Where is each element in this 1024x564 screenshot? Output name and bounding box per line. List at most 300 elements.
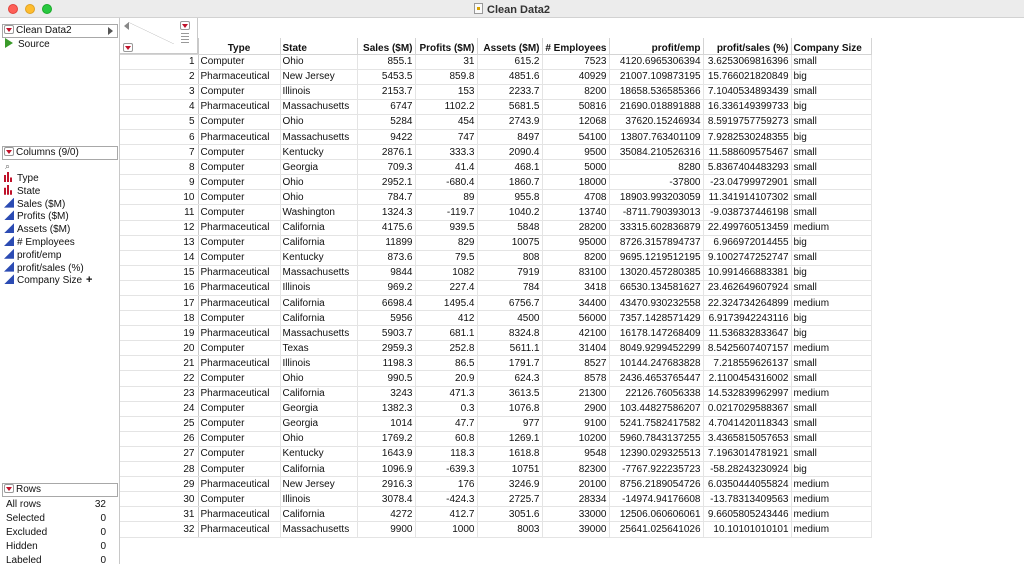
table-cell[interactable]: -37800 (609, 175, 703, 190)
table-cell[interactable]: Georgia (280, 160, 357, 175)
table-cell[interactable]: 10200 (542, 431, 609, 446)
table-cell[interactable]: medium (791, 296, 871, 311)
table-cell[interactable]: small (791, 175, 871, 190)
table-cell[interactable]: 103.44827586207 (609, 401, 703, 416)
table-cell[interactable]: 2436.4653765447 (609, 371, 703, 386)
table-cell[interactable]: 15.766021820849 (703, 69, 791, 84)
table-cell[interactable]: small (791, 356, 871, 371)
table-cell[interactable]: 1324.3 (357, 205, 415, 220)
table-cell[interactable]: 13740 (542, 205, 609, 220)
table-cell[interactable]: medium (791, 507, 871, 522)
table-cell[interactable]: Computer (198, 371, 280, 386)
table-cell[interactable]: California (280, 220, 357, 235)
table-cell[interactable]: 9.1002747252747 (703, 250, 791, 265)
table-cell[interactable]: medium (791, 341, 871, 356)
table-cell[interactable]: 31404 (542, 341, 609, 356)
table-panel-header[interactable] (2, 24, 118, 38)
table-cell[interactable]: small (791, 401, 871, 416)
table-cell[interactable]: 8003 (477, 522, 542, 537)
table-cell[interactable]: Pharmaceutical (198, 386, 280, 401)
table-cell[interactable]: 34400 (542, 296, 609, 311)
table-cell[interactable]: California (280, 507, 357, 522)
table-cell[interactable]: 22.499760513459 (703, 220, 791, 235)
table-cell[interactable]: 21300 (542, 386, 609, 401)
table-cell[interactable]: Illinois (280, 84, 357, 99)
table-cell[interactable]: 40929 (542, 69, 609, 84)
table-cell[interactable]: Texas (280, 341, 357, 356)
table-cell[interactable]: 28334 (542, 492, 609, 507)
table-cell[interactable]: 176 (415, 477, 477, 492)
table-cell[interactable]: big (791, 235, 871, 250)
table-cell[interactable]: 9900 (357, 522, 415, 537)
table-cell[interactable]: 955.8 (477, 190, 542, 205)
table-cell[interactable]: Computer (198, 175, 280, 190)
column-list-item[interactable] (4, 274, 118, 287)
table-cell[interactable]: Massachusetts (280, 326, 357, 341)
table-row[interactable] (120, 522, 871, 537)
table-cell[interactable]: 2233.7 (477, 84, 542, 99)
table-cell[interactable]: 9548 (542, 446, 609, 461)
table-cell[interactable]: 118.3 (415, 446, 477, 461)
table-cell[interactable]: 5000 (542, 160, 609, 175)
table-cell[interactable]: Computer (198, 492, 280, 507)
table-cell[interactable]: -680.4 (415, 175, 477, 190)
table-cell[interactable]: 9422 (357, 129, 415, 144)
table-cell[interactable]: 1643.9 (357, 446, 415, 461)
table-cell[interactable]: 54100 (542, 129, 609, 144)
table-cell[interactable]: 56000 (542, 311, 609, 326)
column-header[interactable]: profit/sales (%) (703, 38, 791, 54)
table-cell[interactable]: 681.1 (415, 326, 477, 341)
table-cell[interactable]: small (791, 280, 871, 295)
table-cell[interactable]: California (280, 296, 357, 311)
table-cell[interactable]: 2725.7 (477, 492, 542, 507)
table-cell[interactable]: Pharmaceutical (198, 522, 280, 537)
table-row[interactable] (120, 250, 871, 265)
table-cell[interactable]: 0.3 (415, 401, 477, 416)
table-cell[interactable]: Georgia (280, 401, 357, 416)
table-cell[interactable]: 412 (415, 311, 477, 326)
table-cell[interactable]: 5611.1 (477, 341, 542, 356)
table-cell[interactable]: Computer (198, 145, 280, 160)
table-cell[interactable]: small (791, 190, 871, 205)
column-list-item[interactable] (4, 172, 118, 185)
table-cell[interactable]: Pharmaceutical (198, 507, 280, 522)
table-cell[interactable]: 2952.1 (357, 175, 415, 190)
table-cell[interactable]: 2153.7 (357, 84, 415, 99)
table-cell[interactable]: 454 (415, 114, 477, 129)
columns-search[interactable] (2, 160, 118, 172)
table-cell[interactable]: Massachusetts (280, 522, 357, 537)
table-cell[interactable]: small (791, 114, 871, 129)
table-cell[interactable]: Pharmaceutical (198, 220, 280, 235)
table-cell[interactable]: 2916.3 (357, 477, 415, 492)
table-cell[interactable]: medium (791, 220, 871, 235)
table-cell[interactable]: 3078.4 (357, 492, 415, 507)
table-cell[interactable]: 12390.029325513 (609, 446, 703, 461)
table-cell[interactable]: 3246.9 (477, 477, 542, 492)
table-cell[interactable]: medium (791, 477, 871, 492)
table-cell[interactable]: 1076.8 (477, 401, 542, 416)
table-cell[interactable]: 8726.3157894737 (609, 235, 703, 250)
table-cell[interactable]: Georgia (280, 416, 357, 431)
table-cell[interactable]: medium (791, 492, 871, 507)
table-cell[interactable]: 8049.9299452299 (609, 341, 703, 356)
column-header[interactable]: profit/emp (609, 38, 703, 54)
table-cell[interactable]: small (791, 205, 871, 220)
table-cell[interactable]: 8200 (542, 250, 609, 265)
table-cell[interactable]: 28200 (542, 220, 609, 235)
table-cell[interactable]: 9500 (542, 145, 609, 160)
table-row[interactable] (120, 416, 871, 431)
table-cell[interactable]: 1618.8 (477, 446, 542, 461)
table-cell[interactable]: big (791, 69, 871, 84)
table-row[interactable] (120, 84, 871, 99)
table-cell[interactable]: Illinois (280, 356, 357, 371)
table-cell[interactable]: 8200 (542, 84, 609, 99)
table-cell[interactable]: 6.0350444055824 (703, 477, 791, 492)
table-cell[interactable]: 1382.3 (357, 401, 415, 416)
table-cell[interactable]: 1791.7 (477, 356, 542, 371)
table-cell[interactable]: 2743.9 (477, 114, 542, 129)
table-cell[interactable]: -13.78313409563 (703, 492, 791, 507)
table-cell[interactable]: Pharmaceutical (198, 280, 280, 295)
table-row[interactable] (120, 326, 871, 341)
column-header[interactable]: Type (198, 38, 280, 54)
table-cell[interactable]: 20.9 (415, 371, 477, 386)
table-cell[interactable]: 42100 (542, 326, 609, 341)
table-cell[interactable]: Massachusetts (280, 129, 357, 144)
table-cell[interactable]: Ohio (280, 371, 357, 386)
table-cell[interactable]: small (791, 416, 871, 431)
table-cell[interactable]: Computer (198, 431, 280, 446)
table-cell[interactable]: 18658.536585366 (609, 84, 703, 99)
column-list-item[interactable] (4, 223, 118, 236)
table-cell[interactable]: 43470.930232558 (609, 296, 703, 311)
column-header[interactable]: # Employees (542, 38, 609, 54)
table-row[interactable] (120, 190, 871, 205)
table-row[interactable] (120, 311, 871, 326)
table-cell[interactable]: 47.7 (415, 416, 477, 431)
table-cell[interactable]: Massachusetts (280, 265, 357, 280)
table-cell[interactable]: 21690.018891888 (609, 99, 703, 114)
table-cell[interactable]: 7523 (542, 54, 609, 69)
table-cell[interactable]: 83100 (542, 265, 609, 280)
table-cell[interactable]: 95000 (542, 235, 609, 250)
table-cell[interactable]: 6.9173942243116 (703, 311, 791, 326)
table-cell[interactable]: 11.341914107302 (703, 190, 791, 205)
table-cell[interactable]: 60.8 (415, 431, 477, 446)
table-cell[interactable]: Pharmaceutical (198, 69, 280, 84)
table-cell[interactable]: Computer (198, 462, 280, 477)
table-cell[interactable]: 8324.8 (477, 326, 542, 341)
table-cell[interactable]: 153 (415, 84, 477, 99)
table-cell[interactable]: 1096.9 (357, 462, 415, 477)
table-cell[interactable]: 859.8 (415, 69, 477, 84)
table-cell[interactable]: 333.3 (415, 145, 477, 160)
table-cell[interactable]: 5241.7582417582 (609, 416, 703, 431)
column-list-item[interactable] (4, 262, 118, 275)
table-cell[interactable]: 747 (415, 129, 477, 144)
table-row[interactable] (120, 401, 871, 416)
table-cell[interactable]: 41.4 (415, 160, 477, 175)
column-select-menu-icon[interactable] (180, 21, 190, 30)
table-cell[interactable]: medium (791, 386, 871, 401)
table-cell[interactable]: 66530.134581627 (609, 280, 703, 295)
table-cell[interactable]: California (280, 462, 357, 477)
table-cell[interactable]: small (791, 160, 871, 175)
table-cell[interactable]: Computer (198, 205, 280, 220)
table-cell[interactable]: 1198.3 (357, 356, 415, 371)
table-cell[interactable]: 5848 (477, 220, 542, 235)
table-cell[interactable]: 3051.6 (477, 507, 542, 522)
table-cell[interactable]: 7.1040534893439 (703, 84, 791, 99)
table-cell[interactable]: 7.218559626137 (703, 356, 791, 371)
table-row[interactable] (120, 446, 871, 461)
table-cell[interactable]: 855.1 (357, 54, 415, 69)
table-cell[interactable]: Washington (280, 205, 357, 220)
table-cell[interactable]: 6756.7 (477, 296, 542, 311)
table-cell[interactable]: Computer (198, 311, 280, 326)
table-cell[interactable]: Computer (198, 446, 280, 461)
table-cell[interactable]: Computer (198, 416, 280, 431)
table-cell[interactable]: -14974.94176608 (609, 492, 703, 507)
table-cell[interactable]: 5453.5 (357, 69, 415, 84)
table-cell[interactable]: -424.3 (415, 492, 477, 507)
table-cell[interactable]: big (791, 326, 871, 341)
table-cell[interactable]: 11899 (357, 235, 415, 250)
table-cell[interactable]: 8.5425607407157 (703, 341, 791, 356)
table-cell[interactable]: small (791, 250, 871, 265)
table-row[interactable] (120, 371, 871, 386)
table-cell[interactable]: 3.4365815057653 (703, 431, 791, 446)
table-row[interactable] (120, 205, 871, 220)
table-cell[interactable]: Ohio (280, 431, 357, 446)
table-cell[interactable]: 79.5 (415, 250, 477, 265)
table-row[interactable] (120, 175, 871, 190)
table-cell[interactable]: 1769.2 (357, 431, 415, 446)
table-row[interactable] (120, 296, 871, 311)
table-cell[interactable]: 10144.247683828 (609, 356, 703, 371)
table-cell[interactable]: 20100 (542, 477, 609, 492)
table-cell[interactable]: 2876.1 (357, 145, 415, 160)
table-cell[interactable]: 709.3 (357, 160, 415, 175)
table-cell[interactable]: Computer (198, 114, 280, 129)
table-cell[interactable]: 969.2 (357, 280, 415, 295)
table-cell[interactable]: 990.5 (357, 371, 415, 386)
table-cell[interactable]: 8497 (477, 129, 542, 144)
table-cell[interactable]: -639.3 (415, 462, 477, 477)
table-cell[interactable]: 2959.3 (357, 341, 415, 356)
table-cell[interactable]: big (791, 265, 871, 280)
table-cell[interactable]: -8711.790393013 (609, 205, 703, 220)
table-cell[interactable]: 10075 (477, 235, 542, 250)
table-cell[interactable]: 4120.6965306394 (609, 54, 703, 69)
table-cell[interactable]: 23.462649607924 (703, 280, 791, 295)
column-list-item[interactable] (4, 210, 118, 223)
table-cell[interactable]: Ohio (280, 54, 357, 69)
table-row[interactable] (120, 477, 871, 492)
table-cell[interactable]: Computer (198, 235, 280, 250)
table-cell[interactable]: 7919 (477, 265, 542, 280)
table-cell[interactable]: 2090.4 (477, 145, 542, 160)
table-cell[interactable]: Computer (198, 54, 280, 69)
table-cell[interactable]: Pharmaceutical (198, 326, 280, 341)
table-cell[interactable]: Pharmaceutical (198, 296, 280, 311)
table-cell[interactable]: -7767.922235723 (609, 462, 703, 477)
table-row[interactable] (120, 265, 871, 280)
table-cell[interactable]: 7.9282530248355 (703, 129, 791, 144)
table-row[interactable] (120, 341, 871, 356)
table-cell[interactable]: 1000 (415, 522, 477, 537)
table-cell[interactable]: 12068 (542, 114, 609, 129)
source-script[interactable] (2, 38, 118, 51)
table-row[interactable] (120, 145, 871, 160)
table-cell[interactable]: 8.5919757759273 (703, 114, 791, 129)
table-cell[interactable]: 33000 (542, 507, 609, 522)
table-cell[interactable]: 25641.025641026 (609, 522, 703, 537)
table-cell[interactable]: 50816 (542, 99, 609, 114)
table-cell[interactable]: 6.966972014455 (703, 235, 791, 250)
table-cell[interactable]: 2900 (542, 401, 609, 416)
table-cell[interactable]: 31 (415, 54, 477, 69)
table-cell[interactable]: Computer (198, 84, 280, 99)
table-row[interactable] (120, 114, 871, 129)
table-cell[interactable]: 12506.060606061 (609, 507, 703, 522)
table-row[interactable] (120, 69, 871, 84)
table-cell[interactable]: 22126.76056338 (609, 386, 703, 401)
table-cell[interactable]: 4851.6 (477, 69, 542, 84)
table-cell[interactable]: New Jersey (280, 69, 357, 84)
table-cell[interactable]: 4.7041420118343 (703, 416, 791, 431)
table-cell[interactable]: Pharmaceutical (198, 477, 280, 492)
table-row[interactable] (120, 431, 871, 446)
table-cell[interactable]: Massachusetts (280, 99, 357, 114)
table-cell[interactable]: Computer (198, 160, 280, 175)
table-cell[interactable]: 9100 (542, 416, 609, 431)
table-cell[interactable]: California (280, 386, 357, 401)
table-cell[interactable]: 16.336149399733 (703, 99, 791, 114)
table-cell[interactable]: Pharmaceutical (198, 129, 280, 144)
table-cell[interactable]: Kentucky (280, 446, 357, 461)
table-cell[interactable]: 5681.5 (477, 99, 542, 114)
table-cell[interactable]: 9695.1219512195 (609, 250, 703, 265)
table-cell[interactable]: 86.5 (415, 356, 477, 371)
table-row[interactable] (120, 160, 871, 175)
table-cell[interactable]: Computer (198, 341, 280, 356)
table-row[interactable] (120, 220, 871, 235)
table-cell[interactable]: New Jersey (280, 477, 357, 492)
table-cell[interactable]: 1102.2 (415, 99, 477, 114)
table-cell[interactable]: California (280, 235, 357, 250)
column-list-item[interactable] (4, 185, 118, 198)
table-cell[interactable]: big (791, 129, 871, 144)
table-cell[interactable]: Computer (198, 401, 280, 416)
table-cell[interactable]: 8578 (542, 371, 609, 386)
table-cell[interactable]: 3243 (357, 386, 415, 401)
column-list-item[interactable] (4, 236, 118, 249)
run-script-icon[interactable] (5, 38, 13, 48)
table-cell[interactable]: 829 (415, 235, 477, 250)
table-cell[interactable]: 5.8367404483293 (703, 160, 791, 175)
table-cell[interactable]: 13020.457280385 (609, 265, 703, 280)
table-cell[interactable]: small (791, 446, 871, 461)
column-header[interactable]: Company Size (791, 38, 871, 54)
table-cell[interactable]: small (791, 145, 871, 160)
table-cell[interactable]: 1269.1 (477, 431, 542, 446)
column-header[interactable]: Profits ($M) (415, 38, 477, 54)
table-cell[interactable]: 10.991466883381 (703, 265, 791, 280)
table-cell[interactable]: Pharmaceutical (198, 99, 280, 114)
table-cell[interactable]: 11.588609575467 (703, 145, 791, 160)
table-cell[interactable]: 3.6253069816396 (703, 54, 791, 69)
table-cell[interactable]: -119.7 (415, 205, 477, 220)
table-cell[interactable]: -23.04799972901 (703, 175, 791, 190)
table-cell[interactable]: 6747 (357, 99, 415, 114)
table-cell[interactable]: Ohio (280, 114, 357, 129)
table-cell[interactable]: 2.1100454316002 (703, 371, 791, 386)
table-cell[interactable]: Ohio (280, 190, 357, 205)
panel-expand-arrow-icon[interactable] (108, 27, 113, 35)
table-cell[interactable]: Kentucky (280, 250, 357, 265)
table-cell[interactable]: 5284 (357, 114, 415, 129)
table-row[interactable] (120, 386, 871, 401)
table-cell[interactable]: medium (791, 522, 871, 537)
rows-menu-icon[interactable] (4, 484, 14, 493)
table-cell[interactable]: 1860.7 (477, 175, 542, 190)
table-menu-icon[interactable] (4, 25, 14, 34)
table-cell[interactable]: 82300 (542, 462, 609, 477)
table-cell[interactable]: Computer (198, 250, 280, 265)
table-cell[interactable]: 16178.147268409 (609, 326, 703, 341)
table-cell[interactable]: 33315.602836879 (609, 220, 703, 235)
table-row[interactable] (120, 129, 871, 144)
table-cell[interactable]: 9.6605805243446 (703, 507, 791, 522)
column-list-item[interactable] (4, 198, 118, 211)
table-cell[interactable]: 615.2 (477, 54, 542, 69)
table-cell[interactable]: 4175.6 (357, 220, 415, 235)
table-cell[interactable]: -9.038737446198 (703, 205, 791, 220)
table-cell[interactable]: 4500 (477, 311, 542, 326)
table-cell[interactable]: 0.0217029588367 (703, 401, 791, 416)
table-cell[interactable]: big (791, 99, 871, 114)
table-cell[interactable]: 471.3 (415, 386, 477, 401)
table-cell[interactable]: 9844 (357, 265, 415, 280)
table-cell[interactable]: Pharmaceutical (198, 265, 280, 280)
table-cell[interactable]: 10.10101010101 (703, 522, 791, 537)
table-cell[interactable]: 784 (477, 280, 542, 295)
table-cell[interactable]: 8527 (542, 356, 609, 371)
table-cell[interactable]: 7357.1428571429 (609, 311, 703, 326)
table-cell[interactable]: 4272 (357, 507, 415, 522)
table-cell[interactable]: 808 (477, 250, 542, 265)
table-cell[interactable]: 1082 (415, 265, 477, 280)
rows-panel-header[interactable] (2, 483, 118, 497)
table-cell[interactable]: 8756.2189054726 (609, 477, 703, 492)
table-cell[interactable]: Illinois (280, 492, 357, 507)
table-cell[interactable]: small (791, 371, 871, 386)
table-cell[interactable]: 5960.7843137255 (609, 431, 703, 446)
table-cell[interactable]: Ohio (280, 175, 357, 190)
table-cell[interactable]: 1040.2 (477, 205, 542, 220)
table-cell[interactable]: 4708 (542, 190, 609, 205)
table-cell[interactable]: 21007.109873195 (609, 69, 703, 84)
table-row[interactable] (120, 54, 871, 69)
columns-panel-header[interactable] (2, 146, 118, 160)
table-cell[interactable]: 939.5 (415, 220, 477, 235)
table-cell[interactable]: 5903.7 (357, 326, 415, 341)
table-cell[interactable]: 35084.210526316 (609, 145, 703, 160)
